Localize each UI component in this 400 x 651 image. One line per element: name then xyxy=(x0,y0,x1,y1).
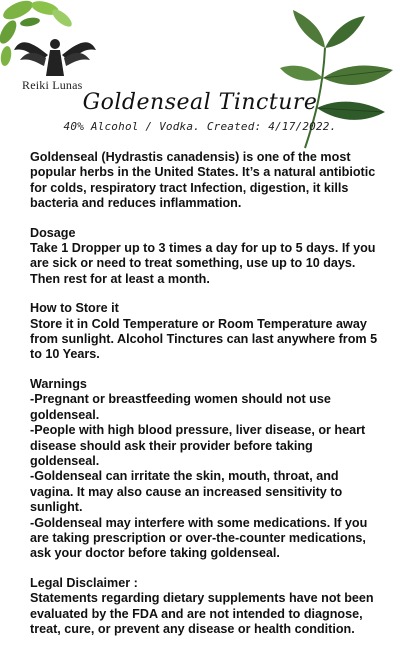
leaf-icon xyxy=(265,8,400,158)
dosage-body: Take 1 Dropper up to 3 times a day for up to 5 days. If you are sick or need to treat something, use up to 10 days. Then rest for at least a month. xyxy=(30,241,376,286)
brand-logo xyxy=(0,0,120,95)
document-body xyxy=(30,150,380,651)
disclaimer-heading: Legal Disclaimer : xyxy=(30,575,138,590)
storage-body: Store it in Cold Temperature or Room Temperature away from sunlight. Alcohol Tinctures can last anywhere from 5 to 10 Years. xyxy=(30,316,378,362)
warning-item: -Goldenseal may interfere with some medications. If you are taking prescription or over-the-counter medications, ask your doctor before taking goldenseal. xyxy=(30,515,368,561)
brand-name: Reiki Lunas xyxy=(22,78,83,92)
warning-item: -Pregnant or breastfeeding women should not use goldenseal. xyxy=(30,392,331,422)
warnings-list xyxy=(30,392,380,561)
dosage-heading: Dosage xyxy=(30,225,76,240)
warning-item: -People with high blood pressure, liver disease, or heart disease should ask their provider before taking goldenseal. xyxy=(30,423,366,468)
page-title: Goldenseal Tincture xyxy=(82,90,318,115)
storage-heading: How to Store it xyxy=(30,301,119,316)
goldenseal-leaf-illustration xyxy=(265,8,400,158)
page-subtitle: 40% Alcohol / Vodka. Created: 4/17/2022. xyxy=(63,120,337,133)
warnings-heading: Warnings xyxy=(30,376,87,391)
disclaimer-body: Statements regarding dietary supplements have not been evaluated by the FDA and are not intended to diagnose, treat, cure, or prevent any disease or health condition. xyxy=(30,591,374,636)
intro-paragraph: Goldenseal (Hydrastis canadensis) is one of the most popular herbs in the United States. It’s a natural antibiotic for colds, respiratory tract Infection, digestion, it kills bacteria and reduces inflammation. xyxy=(30,150,376,211)
warning-item: -Goldenseal can irritate the skin, mouth, throat, and vagina. It may also cause an increased sensitivity to sunlight. xyxy=(30,469,343,515)
